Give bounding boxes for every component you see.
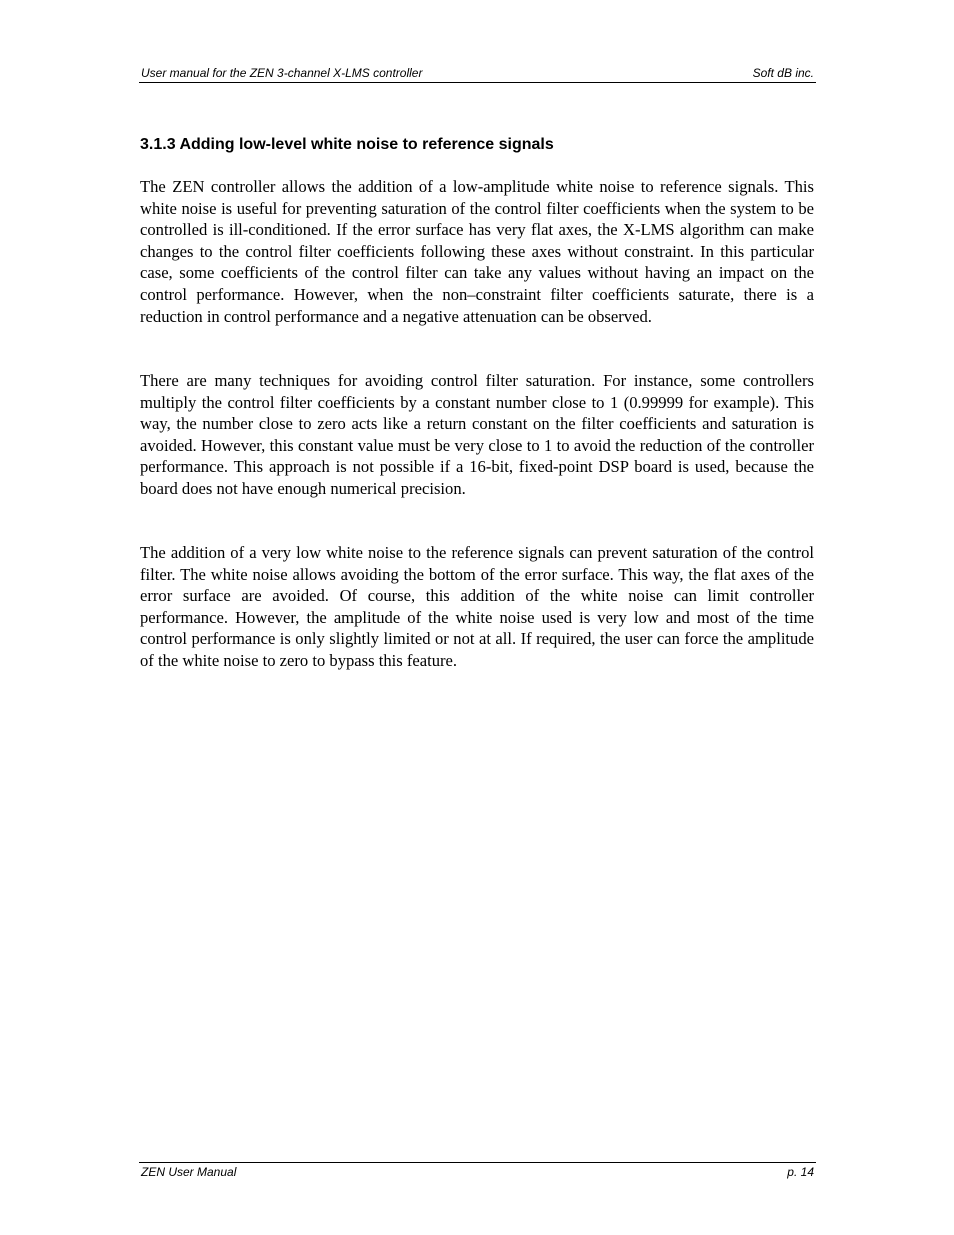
page-header	[139, 64, 816, 83]
footer-manual-name: ZEN User Manual	[141, 1165, 237, 1179]
header-company: Soft dB inc.	[752, 66, 814, 80]
page-footer	[139, 1162, 816, 1181]
paragraph-1: The ZEN controller allows the addition of a low-amplitude white noise to reference signals. This white noise is useful for preventing saturation of the control filter coefficients when the system to be controlled is ill-conditioned. If the error surface has very flat axes, the X-LMS algorithm can make changes to the control filter coefficients following these axes without constraint. In this particular case, some coefficients of the control filter can take any values without having an impact on the control performance. However, when the non–constraint filter coefficients saturate, there is a reduction in control performance and a negative attenuation can be observed.	[140, 177, 814, 326]
paragraph-3: The addition of a very low white noise to the reference signals can prevent saturation of the control filter. The white noise allows avoiding the bottom of the error surface. This way, the flat axes of the error surface are avoided. Of course, this addition of the white noise can limit controller performance. However, the amplitude of the white noise used is very low and most of the time control performance is only slightly limited or not at all. If required, the user can force the amplitude of the white noise to zero to bypass this feature.	[140, 543, 814, 670]
page-number: p. 14	[787, 1165, 814, 1179]
paragraph-2: There are many techniques for avoiding control filter saturation. For instance, some controllers multiply the control filter coefficients by a constant number close to 1 (0.99999 for example). This way, the number close to zero acts like a return constant on the filter coefficients and saturation is avoided. However, this constant value must be very close to 1 to avoid the reduction of the controller performance. This approach is not possible if a 16-bit, fixed-point DSP board is used, because the board does not have enough numerical precision.	[140, 371, 814, 498]
section-heading: 3.1.3 Adding low-level white noise to reference signals	[140, 136, 554, 153]
header-title: User manual for the ZEN 3-channel X-LMS controller	[141, 66, 423, 80]
